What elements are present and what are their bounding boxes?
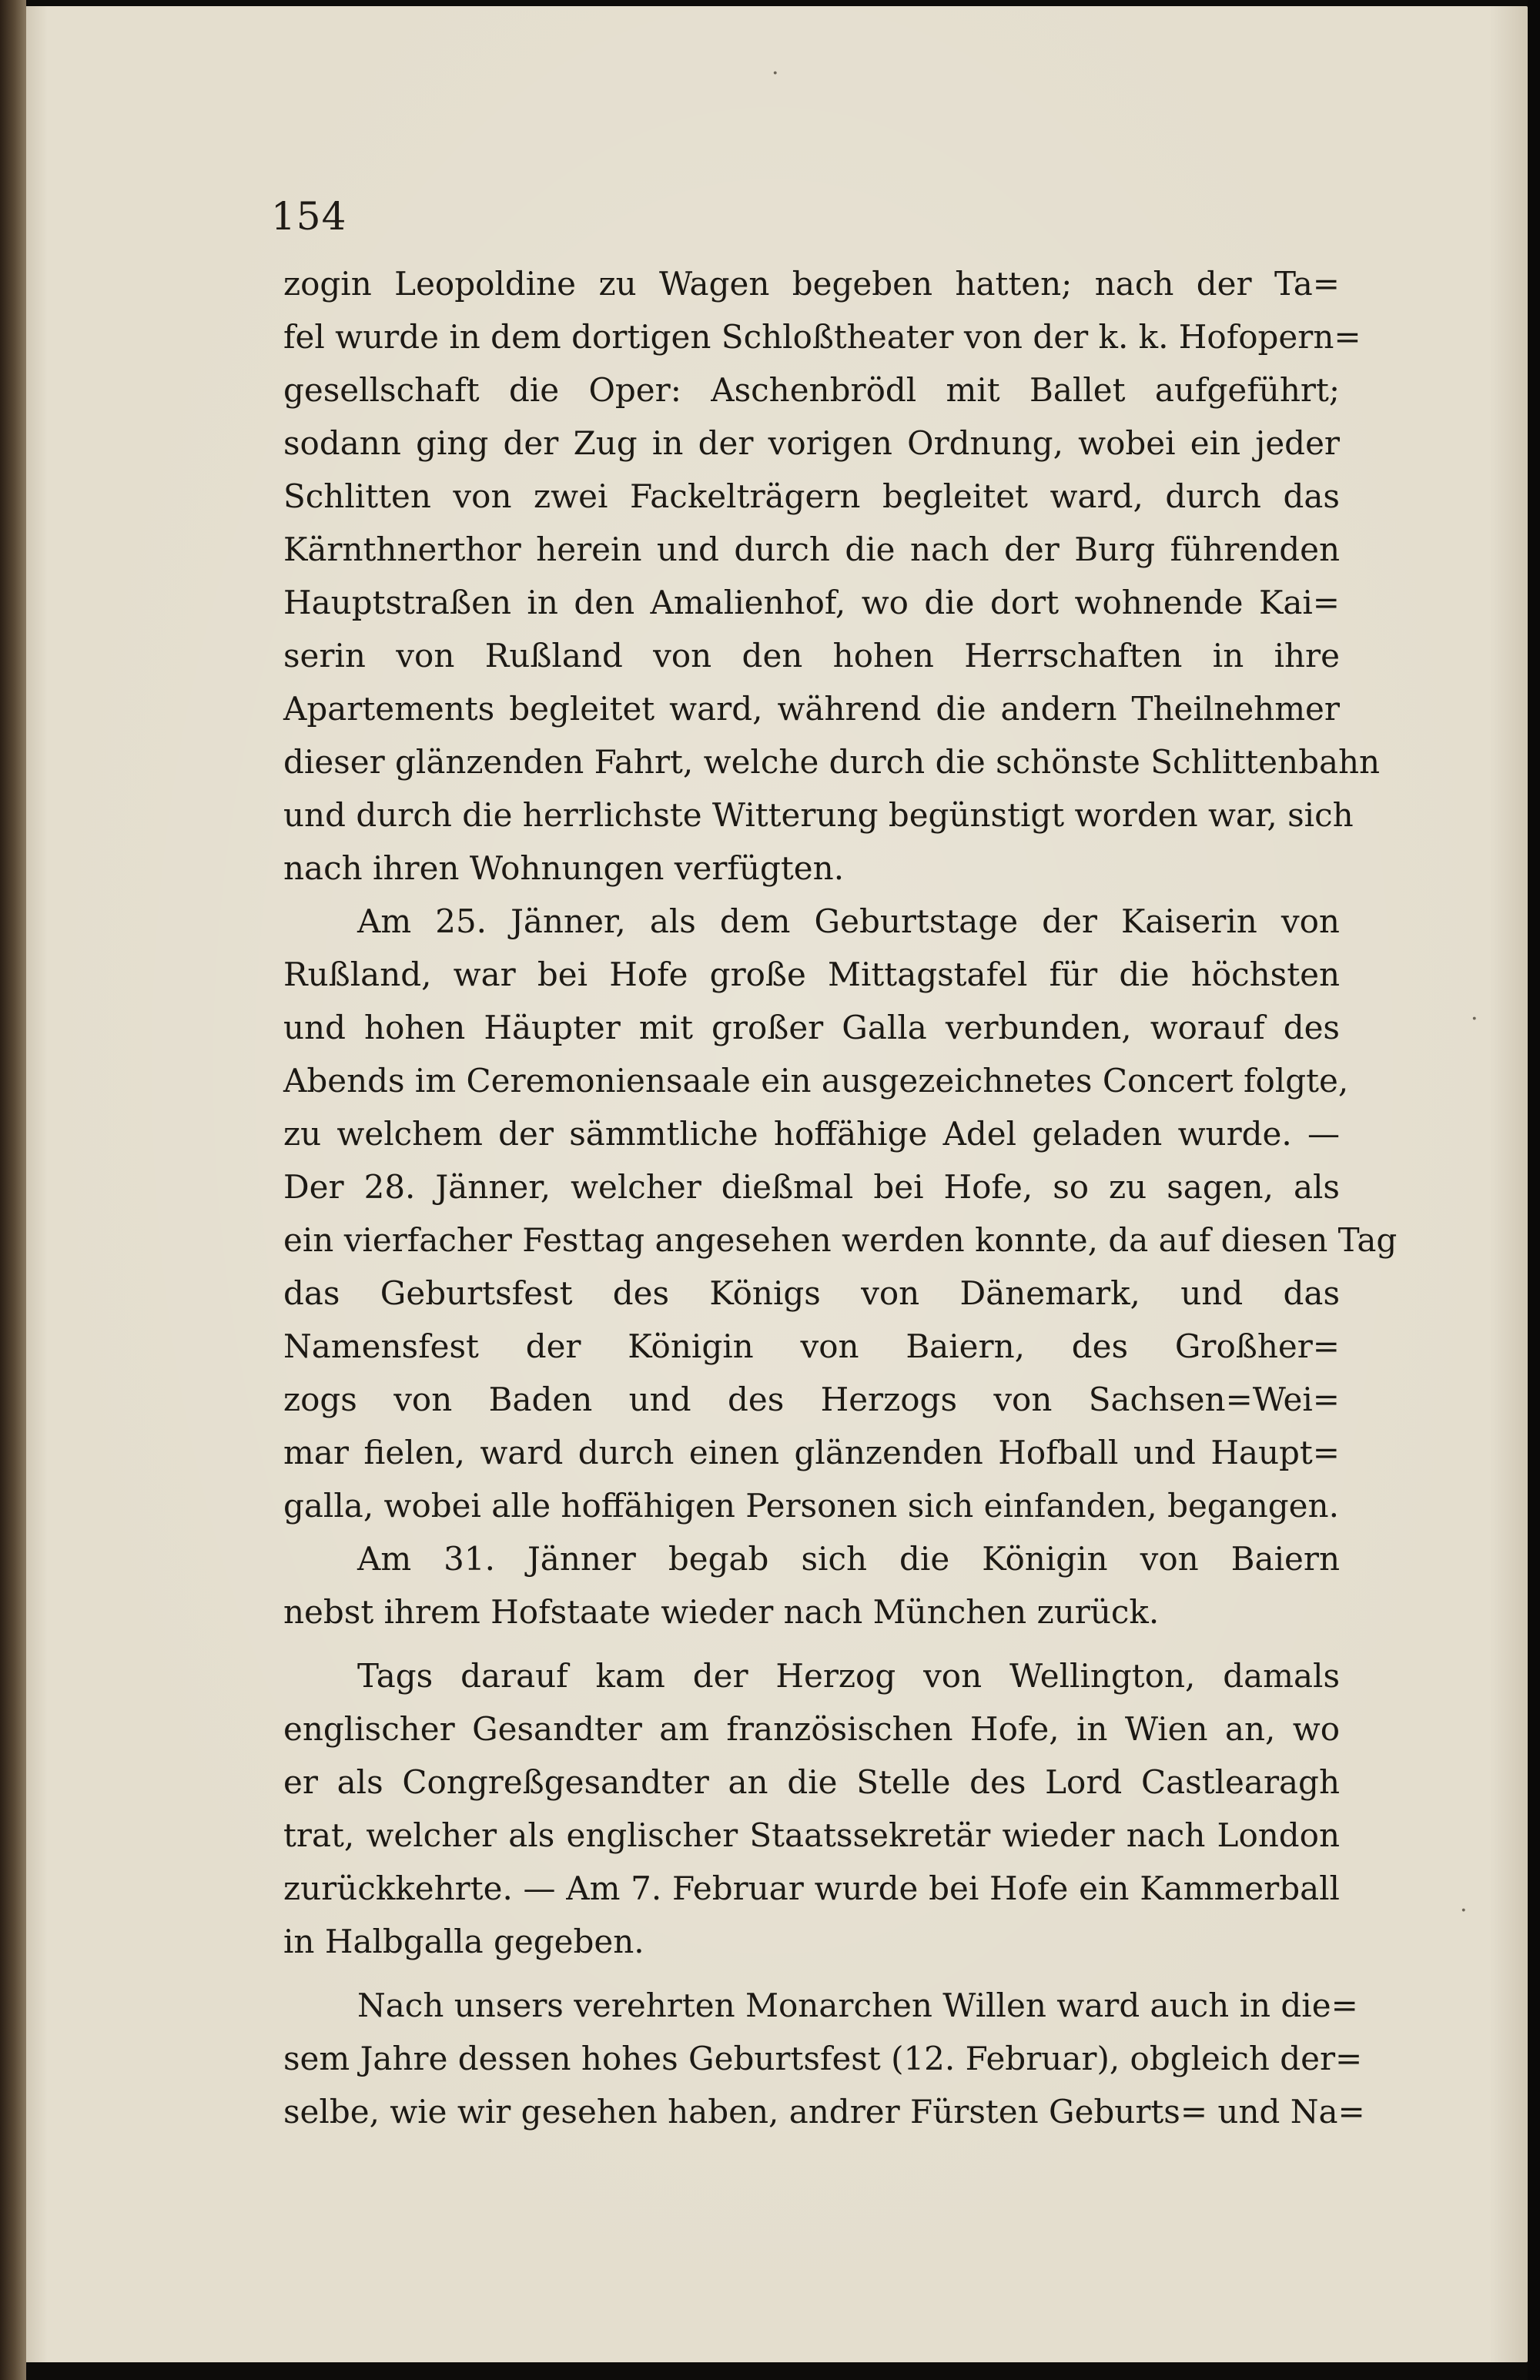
text-line: nebst ihrem Hofstaate wieder nach München zurück.	[283, 1593, 1160, 1631]
text-line: serin von Rußland von den hohen Herrschaften in ihre	[283, 637, 1340, 675]
binding-gutter	[0, 0, 26, 2380]
text-line: Abends im Ceremoniensaale ein ausgezeichnetes Concert folgte,	[283, 1062, 1349, 1100]
text-line: Der 28. Jänner, welcher dießmal bei Hofe, so zu sagen, als	[283, 1168, 1340, 1206]
text-line: fel wurde in dem dortigen Schloßtheater von der k. k. Hofopern=	[283, 318, 1361, 356]
text-line: Kärnthnerthor herein und durch die nach der Burg führenden	[283, 531, 1340, 568]
paragraph-start-line: Am 25. Jänner, als dem Geburtstage der Kaiserin von	[357, 902, 1340, 940]
text-line: Schlitten von zwei Fackelträgern begleitet ward, durch das	[283, 477, 1340, 515]
text-line: ein vierfacher Festtag angesehen werden konnte, da auf diesen Tag	[283, 1221, 1398, 1259]
text-line: mar fielen, ward durch einen glänzenden Hofball und Haupt=	[283, 1434, 1340, 1471]
paper-speck: ·	[1471, 1006, 1478, 1033]
text-line: Rußland, war bei Hofe große Mittagstafel für die höchsten	[283, 956, 1340, 993]
text-line: er als Congreßgesandter an die Stelle des Lord Castlearagh	[283, 1763, 1340, 1801]
text-line: sem Jahre dessen hohes Geburtsfest (12. Februar), obgleich der=	[283, 2040, 1363, 2077]
text-line: Hauptstraßen in den Amalienhof, wo die dort wohnende Kai=	[283, 584, 1340, 621]
text-line: in Halbgalla gegeben.	[283, 1923, 644, 1960]
paragraph-start-line: Am 31. Jänner begab sich die Königin von Baiern	[357, 1540, 1340, 1578]
text-line: und durch die herrlichste Witterung begünstigt worden war, sich	[283, 796, 1354, 834]
text-line: Apartements begleitet ward, während die andern Theilnehmer	[283, 690, 1340, 728]
text-line: trat, welcher als englischer Staatssekretär wieder nach London	[283, 1816, 1340, 1854]
text-line: das Geburtsfest des Königs von Dänemark, und das	[283, 1274, 1340, 1312]
text-line: und hohen Häupter mit großer Galla verbunden, worauf des	[283, 1009, 1340, 1046]
text-line: gesellschaft die Oper: Aschenbrödl mit Ballet aufgeführt;	[283, 371, 1340, 409]
body-text	[283, 257, 1398, 2138]
text-line: dieser glänzenden Fahrt, welche durch die schönste Schlittenbahn	[283, 743, 1381, 781]
text-line: zogs von Baden und des Herzogs von Sachsen=Wei=	[283, 1381, 1340, 1418]
paragraph-start-line: Nach unsers verehrten Monarchen Willen ward auch in die=	[357, 1987, 1358, 2024]
text-line: zu welchem der sämmtliche hoffähige Adel geladen wurde. —	[283, 1115, 1340, 1153]
paper-speck: ·	[1460, 1897, 1468, 1924]
text-line: zogin Leopoldine zu Wagen begeben hatten; nach der Ta=	[283, 265, 1340, 303]
text-line: zurückkehrte. — Am 7. Februar wurde bei Hofe ein Kammerball	[283, 1870, 1340, 1907]
page-number: 154	[271, 194, 347, 239]
text-line: galla, wobei alle hoffähigen Personen sich einfanden, begangen.	[283, 1487, 1339, 1525]
text-line: Namensfest der Königin von Baiern, des Großher=	[283, 1327, 1340, 1365]
text-line: selbe, wie wir gesehen haben, andrer Fürsten Geburts= und Na=	[283, 2093, 1365, 2131]
text-line: englischer Gesandter am französischen Hofe, in Wien an, wo	[283, 1710, 1340, 1748]
text-line: sodann ging der Zug in der vorigen Ordnung, wobei ein jeder	[283, 424, 1340, 462]
page-edge	[1528, 0, 1540, 2380]
text-line: nach ihren Wohnungen verfügten.	[283, 849, 845, 887]
paragraph-start-line: Tags darauf kam der Herzog von Wellington, damals	[357, 1657, 1340, 1695]
paper-speck: ·	[772, 60, 779, 87]
